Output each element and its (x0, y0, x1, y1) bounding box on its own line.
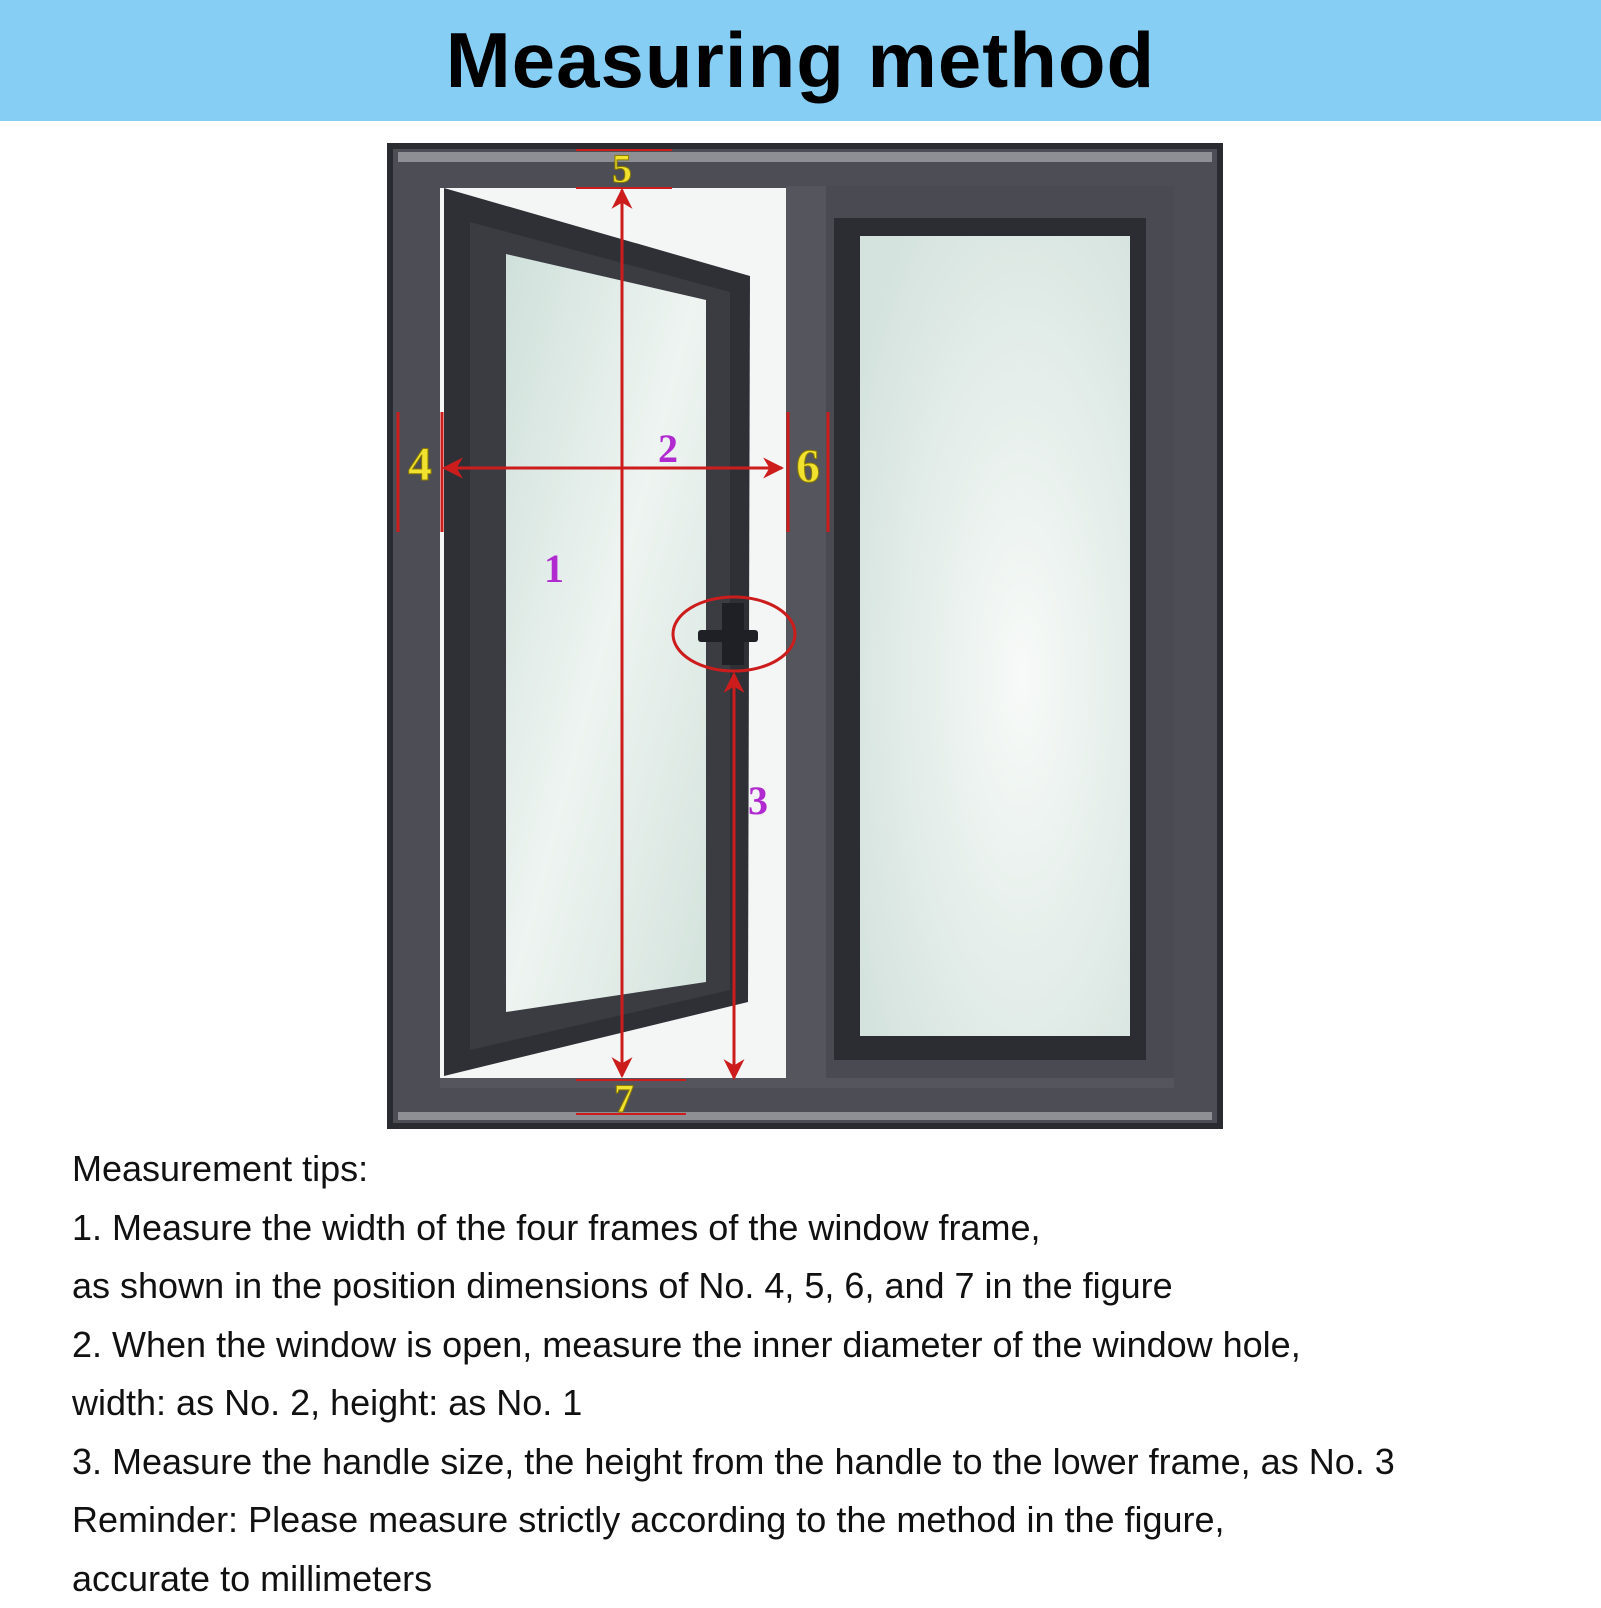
fixed-pane (786, 186, 1174, 1084)
label-1: 1 (544, 546, 564, 591)
tip-line: 1. Measure the width of the four frames of the window frame, (72, 1199, 1582, 1258)
page-title: Measuring method (446, 15, 1155, 106)
window-diagram (0, 121, 1601, 1136)
tip-line: as shown in the position dimensions of No. 4, 5, 6, and 7 in the figure (72, 1257, 1582, 1316)
label-6: 6 (796, 440, 820, 493)
tip-line: 3. Measure the handle size, the height from the handle to the lower frame, as No. 3 (72, 1433, 1582, 1492)
label-4: 4 (408, 438, 432, 491)
header-banner (0, 0, 1601, 121)
label-2: 2 (658, 426, 678, 471)
label-5: 5 (612, 146, 632, 191)
window-illustration (0, 121, 1601, 1136)
bottom-sill (440, 1078, 1174, 1088)
tip-line: 2. When the window is open, measure the inner diameter of the window hole, (72, 1316, 1582, 1375)
label-7: 7 (614, 1076, 634, 1121)
tip-line: Reminder: Please measure strictly according to the method in the figure, (72, 1491, 1582, 1550)
tip-line: accurate to millimeters (72, 1550, 1582, 1608)
tips-heading: Measurement tips: (72, 1140, 1582, 1199)
label-3: 3 (748, 778, 768, 823)
measurement-tips (72, 1140, 1582, 1608)
tip-line: width: as No. 2, height: as No. 1 (72, 1374, 1582, 1433)
